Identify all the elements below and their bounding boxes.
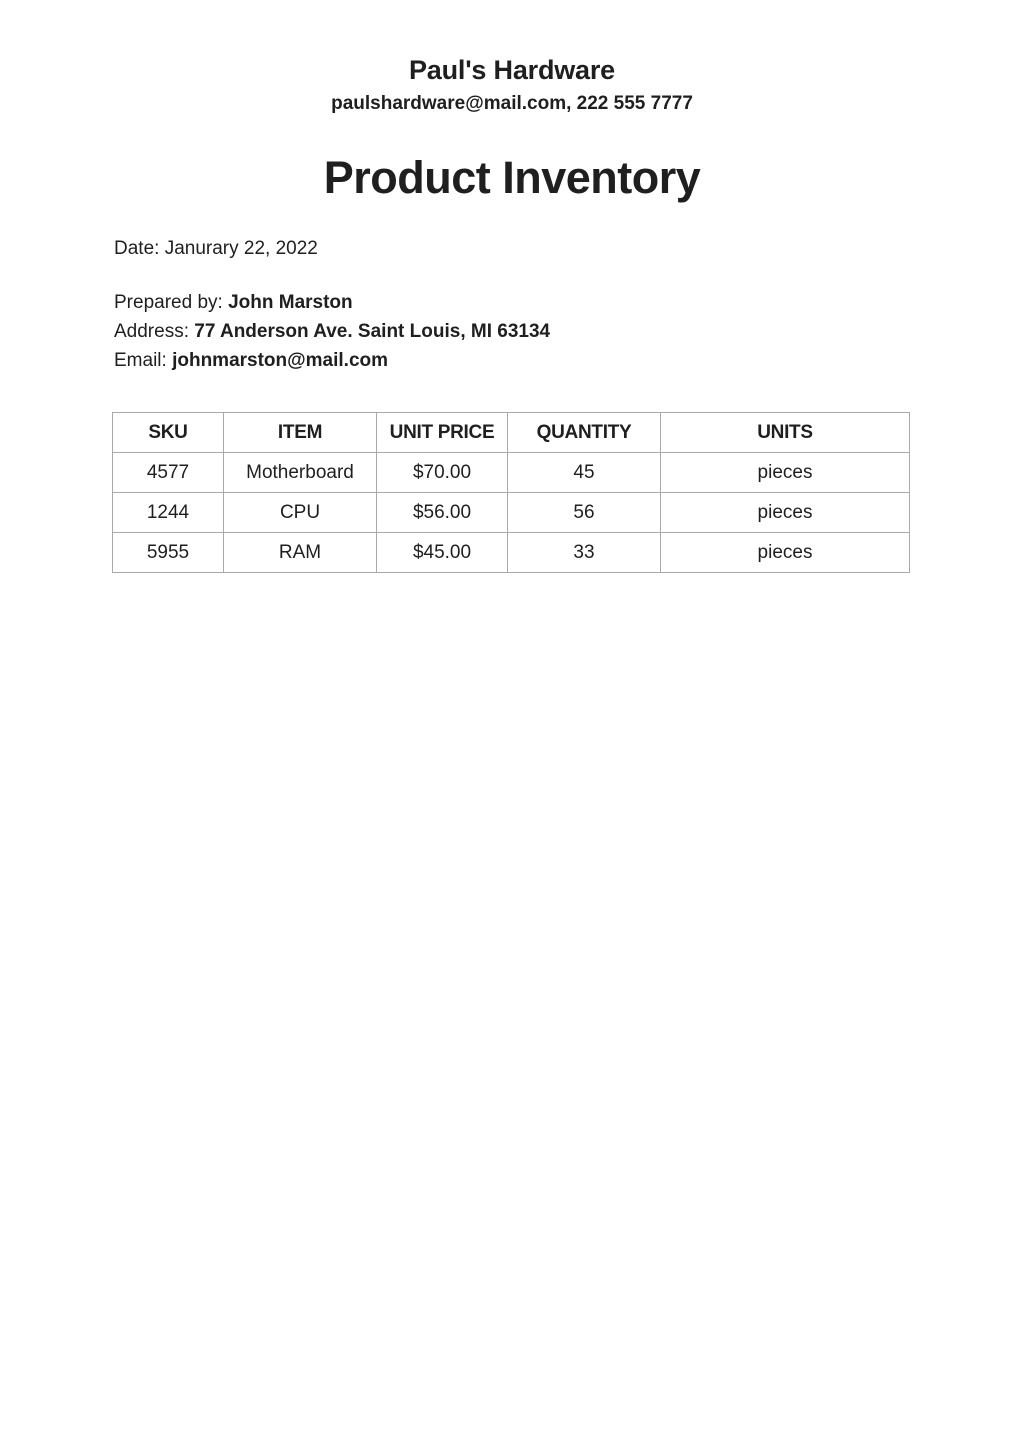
address-value: 77 Anderson Ave. Saint Louis, MI 63134 bbox=[194, 321, 551, 342]
table-header-row bbox=[113, 413, 910, 453]
cell-unit-price: $70.00 bbox=[377, 453, 508, 493]
date-label: Date: bbox=[114, 238, 160, 259]
column-header-units: UNITS bbox=[661, 413, 910, 453]
email-value: johnmarston@mail.com bbox=[172, 350, 389, 371]
column-header-item: ITEM bbox=[224, 413, 377, 453]
address-label: Address: bbox=[114, 321, 189, 342]
date-value: Janurary 22, 2022 bbox=[164, 238, 318, 259]
column-header-sku: SKU bbox=[113, 413, 224, 453]
cell-sku: 4577 bbox=[113, 453, 224, 493]
cell-unit-price: $45.00 bbox=[377, 533, 508, 573]
email-label: Email: bbox=[114, 350, 167, 371]
cell-sku: 5955 bbox=[113, 533, 224, 573]
page-title: Product Inventory bbox=[323, 152, 701, 203]
table-row bbox=[113, 493, 910, 533]
prepared-by-label: Prepared by: bbox=[114, 292, 223, 313]
table-row bbox=[113, 453, 910, 493]
column-header-unit-price: UNIT PRICE bbox=[377, 413, 508, 453]
cell-quantity: 45 bbox=[508, 453, 661, 493]
inventory-table bbox=[112, 412, 910, 573]
company-contact: paulshardware@mail.com, 222 555 7777 bbox=[331, 93, 693, 114]
cell-item: RAM bbox=[224, 533, 377, 573]
prepared-by-value: John Marston bbox=[228, 292, 353, 313]
company-name: Paul's Hardware bbox=[408, 55, 615, 85]
table-row bbox=[113, 533, 910, 573]
address-line bbox=[114, 320, 550, 344]
prepared-by-line bbox=[114, 291, 353, 315]
cell-unit-price: $56.00 bbox=[377, 493, 508, 533]
cell-item: Motherboard bbox=[224, 453, 377, 493]
cell-units: pieces bbox=[661, 453, 910, 493]
cell-item: CPU bbox=[224, 493, 377, 533]
date-line bbox=[114, 237, 318, 261]
cell-quantity: 33 bbox=[508, 533, 661, 573]
cell-quantity: 56 bbox=[508, 493, 661, 533]
cell-sku: 1244 bbox=[113, 493, 224, 533]
column-header-quantity: QUANTITY bbox=[508, 413, 661, 453]
cell-units: pieces bbox=[661, 533, 910, 573]
email-line bbox=[114, 349, 388, 373]
cell-units: pieces bbox=[661, 493, 910, 533]
